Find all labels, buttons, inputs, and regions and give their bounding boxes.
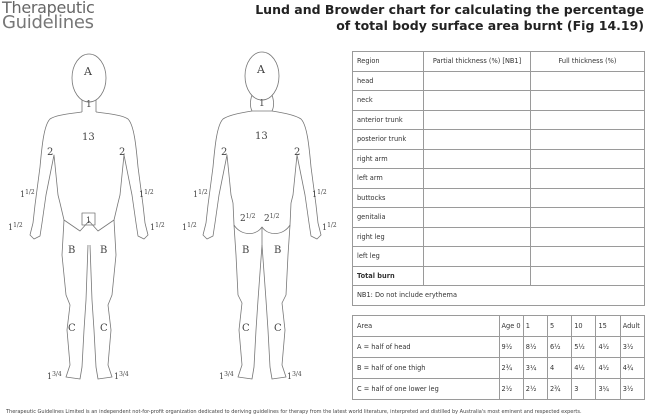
back-label-neck: 1 — [259, 99, 265, 109]
partial-cell[interactable] — [424, 208, 531, 228]
back-label-hand-right — [322, 222, 337, 232]
back-label-upper-arm-right: 2 — [294, 147, 301, 158]
region-label: buttocks — [353, 188, 424, 208]
front-label-hand-right — [8, 222, 23, 232]
back-label-foot-left-whole: 1 — [219, 372, 225, 381]
partial-total-cell[interactable] — [424, 266, 531, 286]
front-label-lower-leg-left: C — [100, 323, 108, 334]
back-label-foot-left — [219, 371, 234, 381]
age-header: 15 — [596, 316, 620, 337]
age-value: 4¾ — [620, 358, 644, 379]
partial-cell[interactable] — [424, 91, 531, 111]
back-label-foot-right-fraction: 3/4 — [292, 371, 302, 378]
partial-cell[interactable] — [424, 71, 531, 91]
back-label-hand-right-whole: 1 — [322, 223, 328, 232]
front-label-upper-arm-right: 2 — [47, 147, 54, 158]
age-value: 3½ — [620, 379, 644, 400]
age-value: 2¾ — [547, 379, 571, 400]
footer-disclaimer: Therapeutic Guidelines Limited is an independent not-for-profit organization dedicated to deriving guidelines for therapy from the latest world literature, interpreted and distilled by Australia's most eminent and respected experts. — [6, 409, 582, 415]
age-value: 8½ — [523, 337, 547, 358]
back-label-buttock-left-fraction: 1/2 — [245, 213, 256, 220]
back-label-foot-right-whole: 1 — [287, 372, 293, 381]
partial-cell[interactable] — [424, 149, 531, 169]
area-label: A = half of head — [353, 337, 500, 358]
partial-cell[interactable] — [424, 130, 531, 150]
front-label-thigh-left: B — [100, 245, 108, 256]
table-row — [353, 91, 645, 111]
back-label-upper-arm-left: 2 — [221, 147, 228, 158]
age-value: 4 — [547, 358, 571, 379]
age-table-header — [353, 316, 645, 337]
title-line1: Lund and Browder chart for calculating the percentage — [255, 2, 644, 17]
front-label-forearm-right-fraction: 1/2 — [25, 189, 35, 196]
back-label-hand-left-whole: 1 — [182, 223, 188, 232]
full-cell[interactable] — [531, 227, 645, 247]
front-label-hand-left-fraction: 1/2 — [155, 222, 165, 229]
age-adjustment-table — [352, 315, 645, 400]
age-value: 4½ — [572, 358, 596, 379]
partial-cell[interactable] — [424, 110, 531, 130]
back-label-lower-leg-left: C — [242, 323, 250, 334]
front-label-foot-right-fraction: 3/4 — [52, 371, 62, 378]
full-cell[interactable] — [531, 247, 645, 267]
back-label-forearm-right-fraction: 1/2 — [317, 189, 327, 196]
area-header: Area — [353, 316, 500, 337]
age-value: 2½ — [499, 379, 523, 400]
front-label-hand-left — [150, 222, 165, 232]
front-label-forearm-left-fraction: 1/2 — [144, 189, 154, 196]
front-label-thigh-right: B — [68, 245, 76, 256]
logo — [2, 0, 152, 32]
table-row — [353, 208, 645, 228]
full-cell[interactable] — [531, 169, 645, 189]
table-row — [353, 188, 645, 208]
age-value: 2¾ — [499, 358, 523, 379]
front-label-forearm-left — [139, 189, 154, 199]
front-label-foot-left-whole: 1 — [114, 372, 120, 381]
table-row — [353, 110, 645, 130]
table-row — [353, 358, 645, 379]
front-label-foot-left-fraction: 3/4 — [119, 371, 129, 378]
front-label-foot-right-whole: 1 — [47, 372, 53, 381]
back-label-lower-leg-right: C — [274, 323, 282, 334]
table-row — [353, 379, 645, 400]
front-label-foot-right — [47, 371, 62, 381]
front-label-hand-left-whole: 1 — [150, 223, 156, 232]
age-header: 1 — [523, 316, 547, 337]
region-label: posterior trunk — [353, 130, 424, 150]
table-row — [353, 71, 645, 91]
full-cell[interactable] — [531, 91, 645, 111]
full-cell[interactable] — [531, 71, 645, 91]
back-label-forearm-right — [312, 189, 327, 199]
age-header: Age 0 — [499, 316, 523, 337]
full-cell[interactable] — [531, 208, 645, 228]
total-row — [353, 266, 645, 286]
full-cell[interactable] — [531, 149, 645, 169]
front-label-upper-arm-left: 2 — [119, 147, 126, 158]
body-diagram — [0, 45, 345, 400]
partial-cell[interactable] — [424, 227, 531, 247]
region-burn-table — [352, 51, 645, 306]
region-label: anterior trunk — [353, 110, 424, 130]
back-label-buttock-left — [240, 213, 256, 224]
front-label-foot-left — [114, 371, 129, 381]
age-value: 3½ — [620, 337, 644, 358]
region-header: Region — [353, 52, 424, 72]
region-label: head — [353, 71, 424, 91]
age-value: 5½ — [572, 337, 596, 358]
region-label: left arm — [353, 169, 424, 189]
front-label-genitalia: 1 — [86, 216, 92, 225]
back-label-trunk: 13 — [255, 131, 268, 142]
erythema-note: NB1: Do not include erythema — [353, 286, 645, 306]
title-line2: of total body surface area burnt (Fig 14.19) — [336, 18, 644, 33]
logo-line2: Guidelines — [2, 12, 94, 33]
area-label: C = half of one lower leg — [353, 379, 500, 400]
full-cell[interactable] — [531, 110, 645, 130]
back-label-hand-left-fraction: 1/2 — [187, 222, 197, 229]
table-row — [353, 227, 645, 247]
table-row — [353, 130, 645, 150]
partial-cell[interactable] — [424, 169, 531, 189]
front-label-a: A — [84, 65, 92, 78]
region-label: right arm — [353, 149, 424, 169]
area-label: B = half of one thigh — [353, 358, 500, 379]
back-label-forearm-left-fraction: 1/2 — [198, 189, 208, 196]
back-label-forearm-left — [193, 189, 208, 199]
table-row — [353, 247, 645, 267]
front-label-forearm-right — [20, 189, 35, 199]
back-label-a: A — [257, 63, 265, 76]
back-label-forearm-right-whole: 1 — [312, 190, 318, 199]
full-cell[interactable] — [531, 130, 645, 150]
region-label: right leg — [353, 227, 424, 247]
age-value: 4½ — [596, 358, 620, 379]
front-label-hand-right-whole: 1 — [8, 223, 14, 232]
back-label-buttock-left-whole: 2 — [240, 214, 246, 224]
logo-line1: Therapeutic — [2, 0, 95, 17]
back-label-thigh-left: B — [242, 245, 250, 256]
region-label: neck — [353, 91, 424, 111]
partial-cell[interactable] — [424, 188, 531, 208]
partial-thickness-header: Partial thickness (%) [NB1] — [424, 52, 531, 72]
table-row — [353, 337, 645, 358]
back-label-foot-left-fraction: 3/4 — [224, 371, 234, 378]
back-label-foot-right — [287, 371, 302, 381]
front-label-forearm-left-whole: 1 — [139, 190, 145, 199]
region-label: left leg — [353, 247, 424, 267]
back-label-forearm-left-whole: 1 — [193, 190, 199, 199]
age-value: 2½ — [523, 379, 547, 400]
front-label-hand-right-fraction: 1/2 — [13, 222, 23, 229]
front-label-forearm-right-whole: 1 — [20, 190, 26, 199]
back-label-thigh-right: B — [274, 245, 282, 256]
front-label-trunk: 13 — [82, 132, 95, 143]
full-total-cell[interactable] — [531, 266, 645, 286]
back-label-buttock-right-fraction: 1/2 — [269, 213, 280, 220]
age-value: 3¼ — [596, 379, 620, 400]
age-value: 6½ — [547, 337, 571, 358]
back-label-hand-left — [182, 222, 197, 232]
age-header: Adult — [620, 316, 644, 337]
age-value: 4½ — [596, 337, 620, 358]
total-burn-label: Total burn — [353, 266, 424, 286]
front-label-neck: 1 — [86, 100, 92, 110]
table-row — [353, 149, 645, 169]
page-title — [224, 2, 644, 34]
region-label: genitalia — [353, 208, 424, 228]
partial-cell[interactable] — [424, 247, 531, 267]
note-row — [353, 286, 645, 306]
back-label-hand-right-fraction: 1/2 — [327, 222, 337, 229]
full-thickness-header: Full thickness (%) — [531, 52, 645, 72]
back-label-buttock-right-whole: 2 — [264, 214, 270, 224]
age-header: 10 — [572, 316, 596, 337]
full-cell[interactable] — [531, 188, 645, 208]
age-value: 9½ — [499, 337, 523, 358]
back-label-buttock-right — [264, 213, 280, 224]
front-label-lower-leg-right: C — [68, 323, 76, 334]
age-value: 3¼ — [523, 358, 547, 379]
age-value: 3 — [572, 379, 596, 400]
table-row — [353, 169, 645, 189]
region-table-header — [353, 52, 645, 72]
age-header: 5 — [547, 316, 571, 337]
